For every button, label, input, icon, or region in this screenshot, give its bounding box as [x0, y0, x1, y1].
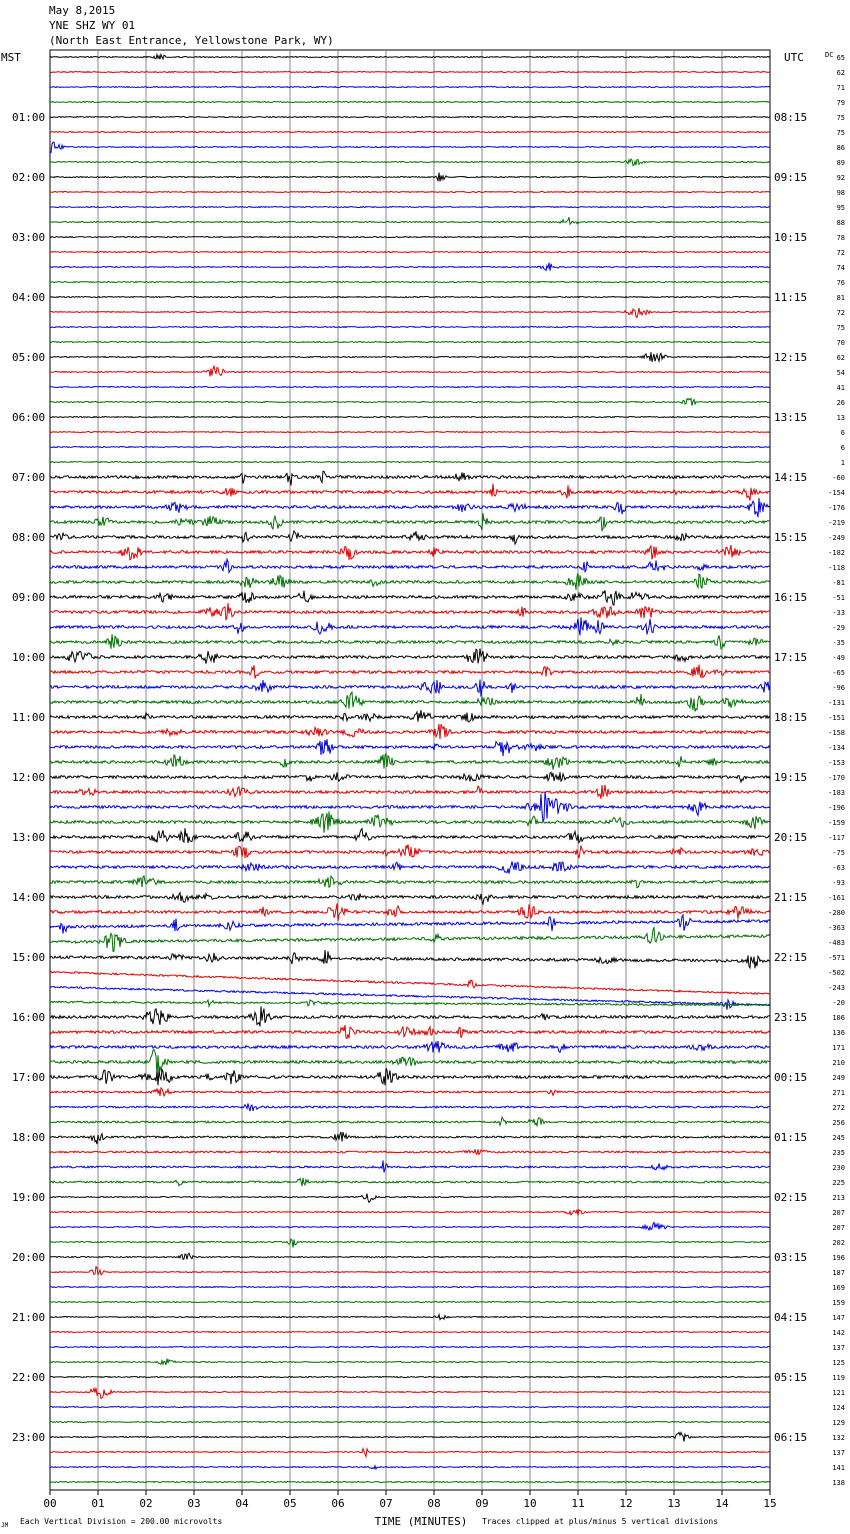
mst-hour-label: 22:00: [12, 1371, 46, 1384]
dc-offset-value: 106: [832, 1014, 845, 1022]
dc-offset-value: 256: [832, 1119, 845, 1127]
trace-27: [50, 447, 770, 448]
x-tick-label: 11: [571, 1497, 585, 1510]
trace-20: [50, 342, 770, 343]
trace-61: [50, 950, 770, 968]
utc-hour-label: 12:15: [774, 351, 808, 364]
mst-hour-label: 15:00: [12, 951, 46, 964]
dc-offset-value: 62: [836, 354, 845, 362]
dc-offset-value: 98: [836, 189, 845, 197]
dc-offset-value: -33: [832, 609, 845, 617]
trace-84: [50, 1302, 770, 1303]
x-axis-title: TIME (MINUTES): [374, 1515, 468, 1528]
utc-hour-label: 01:15: [774, 1131, 808, 1144]
dc-offset-value: 75: [836, 324, 845, 332]
dc-offset-value: 249: [832, 1074, 845, 1082]
mst-hour-label: 03:00: [12, 231, 46, 244]
trace-91: [50, 1407, 770, 1408]
dc-offset-value: 88: [836, 219, 845, 227]
trace-69: [50, 1068, 770, 1085]
dc-offset-value: 81: [836, 294, 845, 302]
dc-offset-value: -35: [832, 639, 845, 647]
trace-51: [50, 792, 770, 822]
trace-24: [50, 399, 770, 406]
utc-hour-label: 15:15: [774, 531, 808, 544]
mst-hour-label: 13:00: [12, 831, 46, 844]
dc-offset-value: -176: [828, 504, 845, 512]
dc-offset-value: 76: [836, 279, 845, 287]
dc-offset-value: 125: [832, 1359, 845, 1367]
utc-hour-label: 09:15: [774, 171, 808, 184]
dc-offset-value: -60: [832, 474, 845, 482]
mst-hour-label: 16:00: [12, 1011, 46, 1024]
dc-offset-value: 75: [836, 129, 845, 137]
dc-offset-value: 142: [832, 1329, 845, 1337]
utc-hour-label: 21:15: [774, 891, 808, 904]
dc-offset-value: -170: [828, 774, 845, 782]
trace-28: [50, 462, 770, 463]
utc-hour-label: 00:15: [774, 1071, 808, 1084]
trace-40: [50, 634, 770, 649]
station-header: YNE SHZ WY 01: [49, 19, 136, 32]
dc-offset-value: -219: [828, 519, 845, 527]
mst-hour-label: 11:00: [12, 711, 46, 724]
mst-hour-label: 10:00: [12, 651, 46, 664]
dc-offset-value: 169: [832, 1284, 845, 1292]
trace-38: [50, 603, 770, 620]
trace-39: [50, 617, 770, 635]
trace-19: [50, 327, 770, 328]
utc-hour-label: 16:15: [774, 591, 808, 604]
mst-hour-label: 23:00: [12, 1431, 46, 1444]
trace-41: [50, 649, 770, 664]
trace-11: [50, 207, 770, 208]
dc-offset-value: 95: [836, 204, 845, 212]
x-tick-label: 03: [187, 1497, 201, 1510]
trace-78: [50, 1210, 770, 1216]
dc-offset-value: 141: [832, 1464, 845, 1472]
trace-44: [50, 692, 770, 711]
trace-88: [50, 1359, 770, 1365]
corner-mark: JM: [1, 1522, 9, 1529]
trace-31: [50, 498, 770, 517]
utc-hour-label: 04:15: [774, 1311, 808, 1324]
dc-offset-value: 86: [836, 144, 845, 152]
trace-3: [50, 87, 770, 88]
dc-offset-value: -502: [828, 969, 845, 977]
trace-96: [50, 1482, 770, 1483]
mst-hour-label: 18:00: [12, 1131, 46, 1144]
dc-offset-value: 245: [832, 1134, 845, 1142]
dc-offset-value: -29: [832, 624, 845, 632]
dc-offset-value: 159: [832, 1299, 845, 1307]
dc-offset-value: 202: [832, 1239, 845, 1247]
dc-offset-value: 92: [836, 174, 845, 182]
trace-68: [50, 1050, 770, 1076]
dc-offset-value: -117: [828, 834, 845, 842]
mst-hour-label: 17:00: [12, 1071, 46, 1084]
trace-37: [50, 590, 770, 605]
trace-77: [50, 1194, 770, 1203]
trace-93: [50, 1432, 770, 1441]
mst-hour-label: 04:00: [12, 291, 46, 304]
utc-hour-label: 14:15: [774, 471, 808, 484]
mst-hour-label: 06:00: [12, 411, 46, 424]
dc-offset-value: -249: [828, 534, 845, 542]
dc-offset-value: 75: [836, 114, 845, 122]
x-tick-label: 04: [235, 1497, 249, 1510]
dc-offset-value: -20: [832, 999, 845, 1007]
dc-offset-value: 6: [840, 429, 845, 437]
utc-hour-label: 19:15: [774, 771, 808, 784]
x-tick-label: 06: [331, 1497, 345, 1510]
trace-94: [50, 1449, 770, 1457]
dc-offset-value: -243: [828, 984, 845, 992]
trace-21: [50, 352, 770, 362]
trace-74: [50, 1149, 770, 1154]
trace-75: [50, 1160, 770, 1172]
mst-hour-label: 08:00: [12, 531, 46, 544]
x-tick-label: 08: [427, 1497, 441, 1510]
trace-16: [50, 282, 770, 283]
trace-17: [50, 297, 770, 298]
trace-36: [50, 573, 770, 590]
utc-hour-label: 11:15: [774, 291, 808, 304]
dc-offset-value: 137: [832, 1344, 845, 1352]
dc-offset-value: 79: [836, 99, 845, 107]
utc-hour-label: 10:15: [774, 231, 808, 244]
dc-offset-value: -75: [832, 849, 845, 857]
location-header: (North East Entrance, Yellowstone Park, WY): [49, 34, 334, 47]
trace-92: [50, 1422, 770, 1423]
trace-71: [50, 1103, 770, 1111]
dc-offset-value: 41: [836, 384, 845, 392]
mst-hour-label: 02:00: [12, 171, 46, 184]
trace-30: [50, 484, 770, 501]
trace-13: [50, 237, 770, 238]
dc-offset-value: 207: [832, 1224, 845, 1232]
dc-offset-value: 124: [832, 1404, 845, 1412]
utc-hour-label: 06:15: [774, 1431, 808, 1444]
trace-1: [50, 54, 770, 59]
trace-14: [50, 252, 770, 253]
utc-hour-label: 13:15: [774, 411, 808, 424]
x-tick-label: 07: [379, 1497, 393, 1510]
utc-hour-label: 08:15: [774, 111, 808, 124]
trace-43: [50, 680, 770, 697]
mst-hour-label: 09:00: [12, 591, 46, 604]
trace-45: [50, 710, 770, 722]
dc-offset-value: -151: [828, 714, 845, 722]
x-tick-label: 01: [91, 1497, 105, 1510]
dc-offset-value: -118: [828, 564, 845, 572]
trace-50: [50, 785, 770, 799]
dc-offset-value: -196: [828, 804, 845, 812]
dc-offset-value: -571: [828, 954, 845, 962]
dc-offset-value: 196: [832, 1254, 845, 1262]
mst-hour-label: 07:00: [12, 471, 46, 484]
trace-10: [50, 192, 770, 193]
dc-offset-value: -51: [832, 594, 845, 602]
dc-offset-value: 62: [836, 69, 845, 77]
trace-54: [50, 844, 770, 858]
utc-hour-label: 23:15: [774, 1011, 808, 1024]
trace-35: [50, 559, 770, 572]
trace-67: [50, 1041, 770, 1053]
x-tick-label: 02: [139, 1497, 153, 1510]
trace-89: [50, 1377, 770, 1378]
dc-offset-value: 119: [832, 1374, 845, 1382]
dc-offset-value: 147: [832, 1314, 845, 1322]
trace-76: [50, 1178, 770, 1186]
trace-95: [50, 1466, 770, 1469]
dc-offset-value: -131: [828, 699, 845, 707]
trace-80: [50, 1239, 770, 1247]
trace-82: [50, 1267, 770, 1275]
x-tick-label: 00: [43, 1497, 57, 1510]
dc-offset-value: 171: [832, 1044, 845, 1052]
mst-hour-label: 14:00: [12, 891, 46, 904]
trace-18: [50, 308, 770, 318]
trace-8: [50, 159, 770, 166]
mst-hour-label: 01:00: [12, 111, 46, 124]
trace-87: [50, 1347, 770, 1348]
dc-offset-value: -363: [828, 924, 845, 932]
dc-offset-value: -483: [828, 939, 845, 947]
dc-offset-value: 213: [832, 1194, 845, 1202]
trace-33: [50, 531, 770, 544]
trace-81: [50, 1253, 770, 1259]
mst-hour-label: 21:00: [12, 1311, 46, 1324]
dc-offset-value: -49: [832, 654, 845, 662]
dc-offset-value: 74: [836, 264, 845, 272]
dc-offset-value: 137: [832, 1449, 845, 1457]
trace-42: [50, 665, 770, 679]
dc-offset-value: 271: [832, 1089, 845, 1097]
dc-offset-value: 26: [836, 399, 845, 407]
trace-29: [50, 471, 770, 485]
dc-offset-value: 89: [836, 159, 845, 167]
mst-hour-label: 19:00: [12, 1191, 46, 1204]
date-header: May 8,2015: [49, 4, 116, 17]
utc-hour-label: 02:15: [774, 1191, 808, 1204]
dc-offset-value: 6: [840, 444, 845, 452]
dc-offset-value: 235: [832, 1149, 845, 1157]
utc-hour-label: 18:15: [774, 711, 808, 724]
trace-86: [50, 1332, 770, 1333]
dc-offset-value: 13: [836, 414, 845, 422]
dc-offset-value: -161: [828, 894, 845, 902]
trace-23: [50, 387, 770, 388]
trace-72: [50, 1117, 770, 1125]
dc-offset-value: -158: [828, 729, 845, 737]
x-tick-label: 05: [283, 1497, 297, 1510]
mst-hour-label: 12:00: [12, 771, 46, 784]
utc-hour-label: 05:15: [774, 1371, 808, 1384]
dc-offset-value: -183: [828, 789, 845, 797]
trace-56: [50, 876, 770, 888]
trace-32: [50, 513, 770, 530]
trace-12: [50, 217, 770, 224]
x-tick-label: 09: [475, 1497, 489, 1510]
trace-60: [50, 928, 770, 952]
x-tick-label: 14: [715, 1497, 729, 1510]
mst-axis-label: MST: [1, 51, 21, 64]
trace-34: [50, 545, 770, 560]
dc-offset-value: 210: [832, 1059, 845, 1067]
x-tick-label: 13: [667, 1497, 681, 1510]
dc-offset-value: 72: [836, 309, 845, 317]
dc-offset-value: 225: [832, 1179, 845, 1187]
dc-offset-value: -63: [832, 864, 845, 872]
scale-footnote: Each Vertical Division = 200.00 microvolts: [20, 1517, 223, 1526]
trace-46: [50, 724, 770, 739]
dc-offset-value: 129: [832, 1419, 845, 1427]
utc-hour-label: 22:15: [774, 951, 808, 964]
dc-offset-value: 1: [840, 459, 845, 467]
dc-offset-value: 187: [832, 1269, 845, 1277]
x-tick-label: 10: [523, 1497, 537, 1510]
trace-26: [50, 432, 770, 433]
trace-65: [50, 1006, 770, 1026]
dc-offset-value: 54: [836, 369, 845, 377]
trace-5: [50, 117, 770, 118]
trace-15: [50, 263, 770, 271]
dc-offset-value: 132: [832, 1434, 845, 1442]
clip-footnote: Traces clipped at plus/minus 5 vertical divisions: [482, 1517, 719, 1526]
trace-7: [50, 142, 770, 152]
trace-62: [50, 971, 770, 994]
mst-hour-label: 20:00: [12, 1251, 46, 1264]
trace-79: [50, 1223, 770, 1230]
trace-85: [50, 1315, 770, 1320]
trace-53: [50, 828, 770, 843]
trace-9: [50, 173, 770, 182]
dc-offset-value: 230: [832, 1164, 845, 1172]
utc-hour-label: 20:15: [774, 831, 808, 844]
dc-offset-value: 65: [836, 54, 845, 62]
dc-offset-value: 272: [832, 1104, 845, 1112]
trace-22: [50, 366, 770, 376]
dc-offset-value: -280: [828, 909, 845, 917]
utc-hour-label: 03:15: [774, 1251, 808, 1264]
dc-offset-value: -93: [832, 879, 845, 887]
x-tick-label: 12: [619, 1497, 633, 1510]
mst-hour-label: 05:00: [12, 351, 46, 364]
trace-90: [50, 1388, 770, 1399]
trace-59: [50, 915, 770, 934]
x-tick-label: 15: [763, 1497, 777, 1510]
dc-offset-value: -159: [828, 819, 845, 827]
dc-offset-value: -96: [832, 684, 845, 692]
trace-49: [50, 772, 770, 782]
trace-25: [50, 417, 770, 418]
trace-58: [50, 903, 770, 921]
trace-4: [50, 102, 770, 103]
dc-offset-value: 121: [832, 1389, 845, 1397]
utc-hour-label: 17:15: [774, 651, 808, 664]
dc-offset-value: 72: [836, 249, 845, 257]
trace-83: [50, 1287, 770, 1288]
trace-48: [50, 754, 770, 770]
utc-axis-label: UTC: [784, 51, 804, 64]
trace-57: [50, 893, 770, 904]
trace-47: [50, 739, 770, 756]
trace-2: [50, 72, 770, 73]
dc-offset-value: -65: [832, 669, 845, 677]
dc-column-label: DC: [825, 51, 834, 59]
dc-offset-value: 138: [832, 1479, 845, 1487]
dc-offset-value: -134: [828, 744, 845, 752]
trace-66: [50, 1025, 770, 1039]
dc-offset-value: -153: [828, 759, 845, 767]
dc-offset-value: 78: [836, 234, 845, 242]
dc-offset-value: -81: [832, 579, 845, 587]
trace-52: [50, 811, 770, 832]
trace-70: [50, 1088, 770, 1096]
dc-offset-value: 71: [836, 84, 845, 92]
dc-offset-value: 207: [832, 1209, 845, 1217]
dc-offset-value: -182: [828, 549, 845, 557]
trace-73: [50, 1132, 770, 1144]
trace-55: [50, 861, 770, 873]
dc-offset-value: 136: [832, 1029, 845, 1037]
dc-offset-value: -154: [828, 489, 845, 497]
dc-offset-value: 70: [836, 339, 845, 347]
trace-6: [50, 132, 770, 133]
